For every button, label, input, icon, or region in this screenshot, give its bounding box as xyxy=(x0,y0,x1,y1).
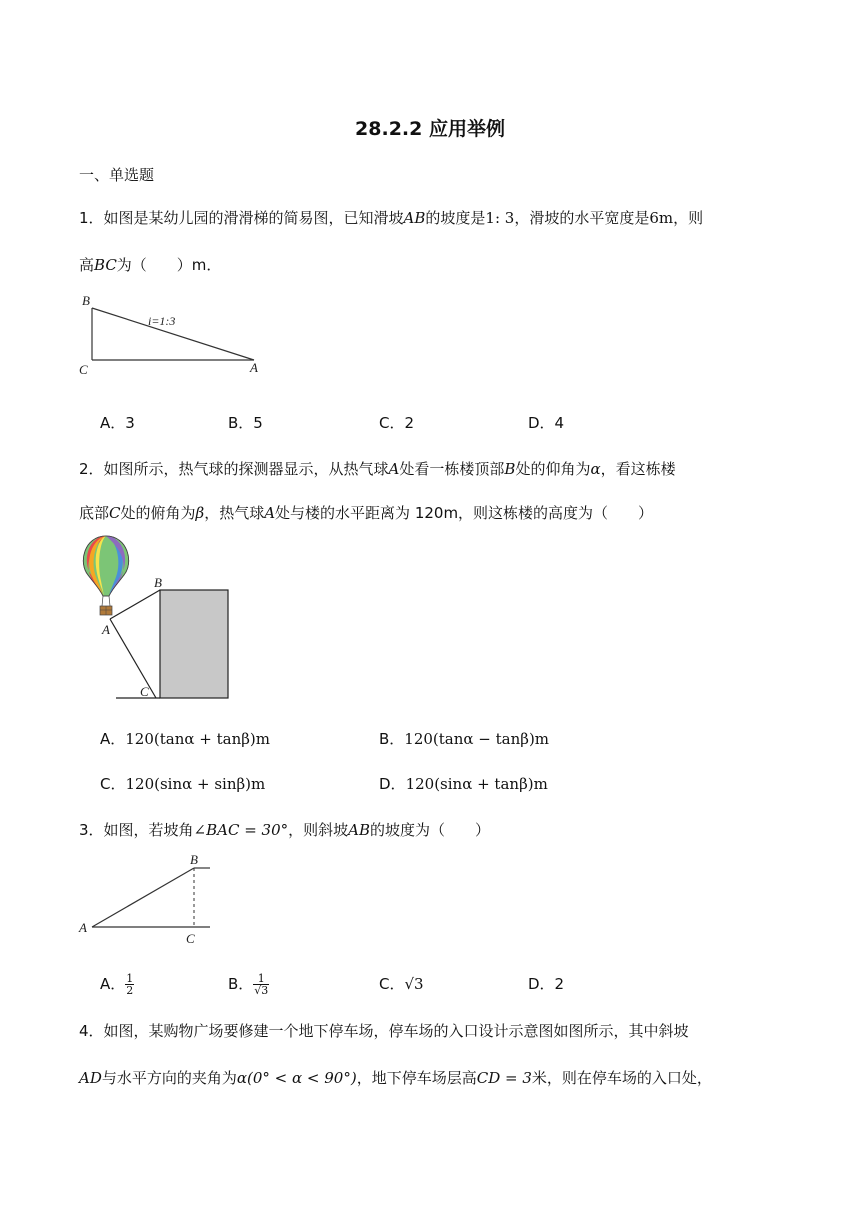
q1-math-ab: AB xyxy=(403,209,426,227)
q2-math-a: A xyxy=(388,460,400,478)
q1-option-d[interactable]: D．4 xyxy=(528,414,565,432)
q1-text: 1．如图是某幼儿园的滑滑梯的简易图，已知滑坡 xyxy=(79,209,404,227)
q1-text: ，则 xyxy=(673,209,704,227)
section-heading: 一、单选题 xyxy=(79,166,155,184)
q3-option-b-prefix: B． xyxy=(228,975,254,993)
q2-option-c-expr: 120(sinα + sinβ)m xyxy=(125,775,266,793)
q2-option-b-prefix: B． xyxy=(379,730,405,748)
q4-math-alpha: α xyxy=(236,1069,248,1087)
q3-option-a-fraction xyxy=(125,973,134,996)
q4-math-cd: CD = 3 xyxy=(476,1069,532,1087)
q3-option-a[interactable] xyxy=(100,973,134,996)
q3-text: 的坡度为（ ） xyxy=(370,821,491,839)
q3-text: ，则斜坡 xyxy=(288,821,349,839)
q2-label-c: C xyxy=(140,684,149,699)
q3-option-b-fraction xyxy=(253,973,269,996)
q3-slope-figure xyxy=(76,850,226,950)
q3-line1 xyxy=(79,819,490,840)
q2-option-a[interactable] xyxy=(100,728,270,749)
q1-text: 高 xyxy=(79,256,95,274)
q3-option-a-prefix: A． xyxy=(100,975,126,993)
q2-math-a: A xyxy=(264,504,276,522)
q4-math-ad: AD xyxy=(79,1069,102,1087)
q2-text: ，热气球 xyxy=(204,504,265,522)
q1-line2 xyxy=(79,254,221,275)
q3-math-angle: ∠BAC = 30° xyxy=(193,821,289,839)
q2-option-d-prefix: D． xyxy=(379,775,406,793)
q4-text: 米，则在停车场的入口处， xyxy=(531,1069,712,1087)
q1-text: ，滑坡的水平宽度是 xyxy=(514,209,650,227)
q2-option-c[interactable] xyxy=(100,773,265,794)
q2-text: 2．如图所示，热气球的探测器显示，从热气球 xyxy=(79,460,389,478)
q2-option-a-prefix: A． xyxy=(100,730,126,748)
q3-label-b: B xyxy=(190,852,198,867)
fraction-denominator: √3 xyxy=(254,984,269,997)
q1-option-c[interactable]: C．2 xyxy=(379,414,415,432)
q2-text: ，看这栋楼 xyxy=(600,460,676,478)
fraction-numerator: 1 xyxy=(253,973,269,985)
q2-option-a-expr: 120(tanα + tanβ)m xyxy=(125,730,270,748)
q2-balloon-figure xyxy=(76,533,246,703)
q1-label-a: A xyxy=(250,360,258,375)
q4-math-range: (0° < α < 90°) xyxy=(247,1069,357,1087)
q4-text: 与水平方向的夹角为 xyxy=(101,1069,237,1087)
q4-line1: 4．如图，某购物广场要修建一个地下停车场，停车场的入口设计示意图如图所示，其中斜坡 xyxy=(79,1022,689,1040)
q4-text: ，地下停车场层高 xyxy=(356,1069,477,1087)
q1-label-c: C xyxy=(79,362,88,377)
q2-math-c: C xyxy=(109,504,121,522)
q2-math-b: B xyxy=(504,460,516,478)
q3-option-c-prefix: C． xyxy=(379,975,405,993)
q2-line1 xyxy=(79,458,676,479)
q2-label-a: A xyxy=(102,622,110,637)
q4-line2 xyxy=(79,1067,712,1088)
q1-math-bc: BC xyxy=(94,256,117,274)
q3-math-ab: AB xyxy=(348,821,371,839)
q1-slide-figure xyxy=(76,290,276,380)
fraction-denominator: 2 xyxy=(126,984,134,997)
q1-line1 xyxy=(79,207,703,228)
q1-math-width: 6m xyxy=(649,209,674,227)
q3-option-c-expr: √3 xyxy=(404,975,424,993)
q1-text: 为（ ）m． xyxy=(116,256,222,274)
q2-option-c-prefix: C． xyxy=(100,775,126,793)
q2-text: 处的仰角为 xyxy=(515,460,591,478)
q3-text: 3．如图，若坡角 xyxy=(79,821,194,839)
q3-option-d[interactable]: D．2 xyxy=(528,975,565,993)
q2-option-d-expr: 120(sinα + tanβ)m xyxy=(405,775,548,793)
building-rect xyxy=(160,590,228,698)
q2-math-alpha: α xyxy=(590,460,601,478)
q2-text: 处的俯角为 xyxy=(120,504,196,522)
q1-label-b: B xyxy=(82,293,90,308)
q3-option-b[interactable] xyxy=(228,973,269,996)
q1-text: 的坡度是 xyxy=(425,209,486,227)
q3-label-c: C xyxy=(186,931,195,946)
q2-text: 底部 xyxy=(79,504,110,522)
q2-option-d[interactable] xyxy=(379,773,548,794)
q2-option-b-expr: 120(tanα − tanβ)m xyxy=(404,730,550,748)
q2-option-b[interactable] xyxy=(379,728,549,749)
q1-option-b[interactable]: B．5 xyxy=(228,414,263,432)
q3-option-c[interactable] xyxy=(379,973,424,994)
q3-label-a: A xyxy=(79,920,87,935)
q1-slope-label: i=1:3 xyxy=(148,314,176,328)
document-title: 28.2.2 应用举例 xyxy=(355,118,505,140)
q1-math-ratio: 1: 3 xyxy=(485,209,515,227)
q2-label-b: B xyxy=(154,575,162,590)
q2-text: 处看一栋楼顶部 xyxy=(399,460,505,478)
fraction-numerator: 1 xyxy=(126,972,134,985)
q2-line2 xyxy=(79,502,653,523)
q2-text: 处与楼的水平距离为 120m，则这栋楼的高度为（ ） xyxy=(275,504,654,522)
q2-math-beta: β xyxy=(195,504,205,522)
q1-option-a[interactable]: A．3 xyxy=(100,414,135,432)
balloon-icon xyxy=(83,536,128,615)
